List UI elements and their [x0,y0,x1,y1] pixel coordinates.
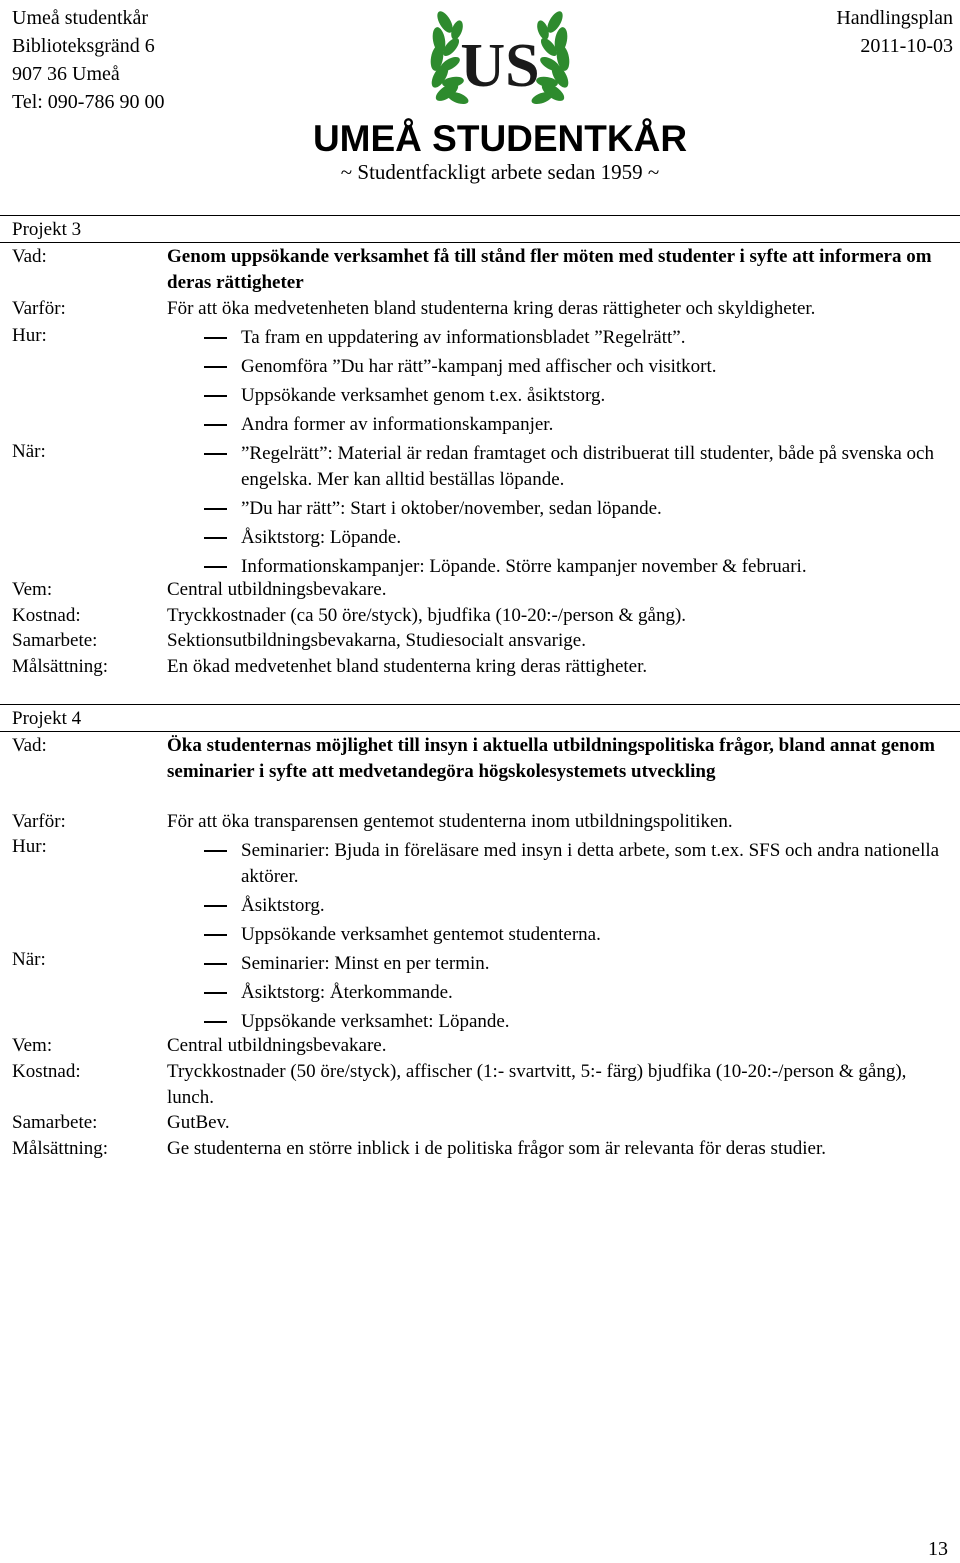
value-vad: Genom uppsökande verksamhet få till stånd fler möten med studenter i syfte att informera om deras rättigheter [167,246,932,293]
project-title: Projekt 4 [12,708,82,729]
page-number: 13 [928,1538,948,1560]
address-line: 907 36 Umeå [12,63,120,85]
label-kostnad: Kostnad: [12,605,81,626]
list-item: Åsiktstorg: Återkommande. [167,980,952,1006]
list-item: Uppsökande verksamhet gentemot studenterna. [167,922,952,948]
section-divider [0,215,960,216]
list-item: Uppsökande verksamhet genom t.ex. åsiktstorg. [167,383,952,409]
value-malsattning: En ökad medvetenhet bland studenterna kring deras rättigheter. [167,656,648,677]
label-hur: Hur: [12,836,47,857]
address-line: Umeå studentkår [12,7,149,29]
label-malsattning: Målsättning: [12,1138,109,1159]
label-malsattning: Målsättning: [12,656,109,677]
label-kostnad: Kostnad: [12,1061,81,1082]
document-date: 2011-10-03 [860,35,953,57]
document-meta [836,4,953,60]
project-title: Projekt 3 [12,219,82,240]
label-hur: Hur: [12,325,47,346]
laurel-wreath-icon [300,0,700,120]
section-divider [0,731,960,732]
list-item: ”Du har rätt”: Start i oktober/november, sedan löpande. [167,496,952,522]
logo-name: UMEÅ STUDENTKÅR [312,118,688,159]
label-vad: Vad: [12,735,47,756]
label-vem: Vem: [12,579,53,600]
label-samarbete: Samarbete: [12,630,98,651]
value-vem: Central utbildningsbevakare. [167,1035,387,1056]
list-item: Ta fram en uppdatering av informationsbladet ”Regelrätt”. [167,325,952,351]
label-vad: Vad: [12,246,47,267]
list-item: Informationskampanjer: Löpande. Större kampanjer november & februari. [167,554,952,580]
value-vad: Öka studenternas möjlighet till insyn i aktuella utbildningspolitiska frågor, bland annat genom seminarier i syfte att medvetandegöra högskolesystemets utveckling [167,735,935,782]
project-section [0,704,960,1164]
value-malsattning: Ge studenterna en större inblick i de politiska frågor som är relevanta för deras studier. [167,1138,826,1159]
monogram-mark: US [460,32,540,100]
value-varfor: För att öka transparensen gentemot studenterna inom utbildningspolitiken. [167,811,733,832]
address-line: Biblioteksgränd 6 [12,35,155,57]
value-kostnad: Tryckkostnader (ca 50 öre/styck), bjudfika (10-20:-/person & gång). [167,605,687,626]
label-nar: När: [12,441,46,462]
section-divider [0,242,960,243]
value-samarbete: GutBev. [167,1112,230,1133]
label-nar: När: [12,949,46,970]
label-vem: Vem: [12,1035,53,1056]
value-varfor: För att öka medvetenheten bland studenterna kring deras rättigheter och skyldigheter. [167,298,816,319]
list-item: Seminarier: Minst en per termin. [167,951,952,977]
list-item: ”Regelrätt”: Material är redan framtaget och distribuerat till studenter, både på svenska och engelska. Mer kan alltid beställas löpande. [167,441,952,493]
list-item: Seminarier: Bjuda in föreläsare med insyn i detta arbete, som t.ex. SFS och andra nationella aktörer. [167,838,952,890]
document-title: Handlingsplan [836,7,953,29]
list-item: Uppsökande verksamhet: Löpande. [167,1009,952,1035]
label-varfor: Varför: [12,298,66,319]
address-line: Tel: 090-786 90 00 [12,91,165,113]
section-divider [0,704,960,705]
organization-logo [300,0,700,200]
list-item: Åsiktstorg. [167,893,952,919]
logo-tagline: ~ Studentfackligt arbete sedan 1959 ~ [340,160,660,184]
label-samarbete: Samarbete: [12,1112,98,1133]
list-item: Åsiktstorg: Löpande. [167,525,952,551]
list-item: Andra former av informationskampanjer. [167,412,952,438]
value-vem: Central utbildningsbevakare. [167,579,387,600]
value-kostnad: Tryckkostnader (50 öre/styck), affischer (1:- svartvitt, 5:- färg) bjudfika (10-20:-/person & gång), lunch. [167,1061,907,1108]
sender-address [12,4,164,116]
project-section [0,215,960,685]
value-samarbete: Sektionsutbildningsbevakarna, Studiesocialt ansvarige. [167,630,586,651]
label-varfor: Varför: [12,811,66,832]
list-item: Genomföra ”Du har rätt”-kampanj med affischer och visitkort. [167,354,952,380]
